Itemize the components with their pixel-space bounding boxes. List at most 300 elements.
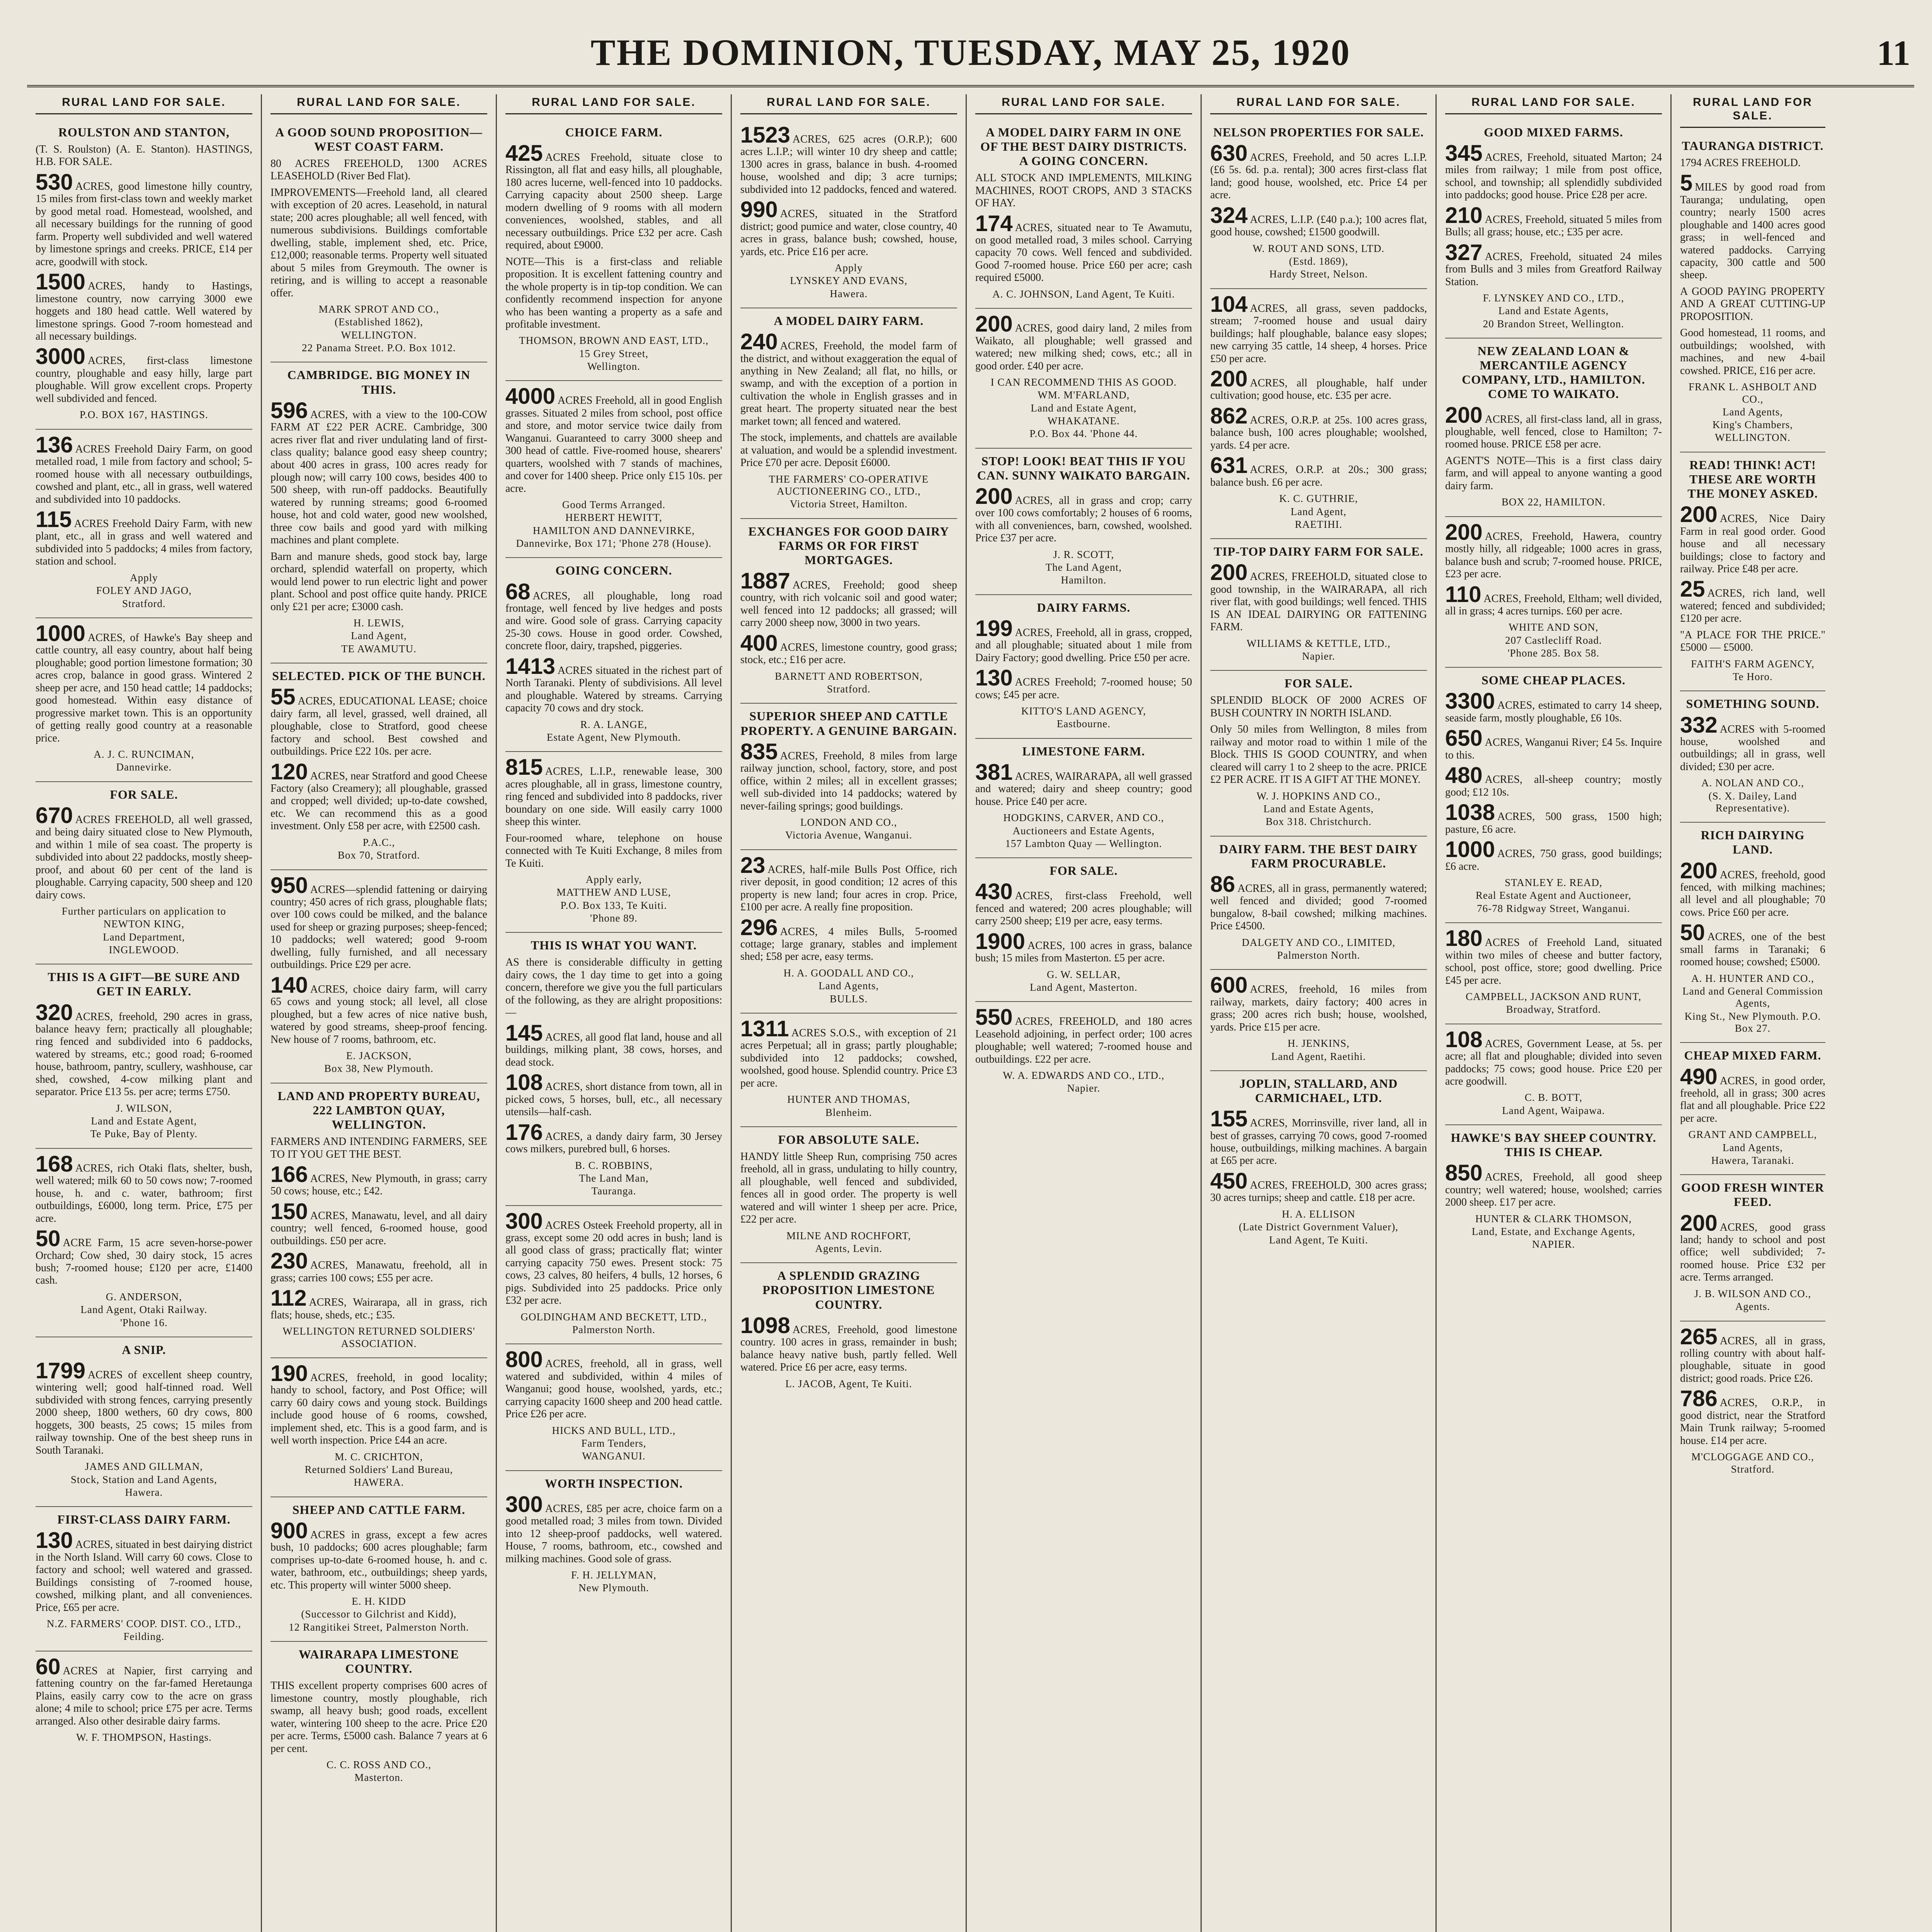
ad-text: ACRES, choice dairy farm, will carry 65 cows and young stock; all level, all close ploughed, but a few acres of nice native bush, watered by good streams, sheep-proof fencing. New house of 7 rooms, bathroom, etc.: [270, 983, 487, 1046]
signature-line: CAMPBELL, JACKSON AND RUNT,: [1466, 990, 1641, 1002]
ad-heading: WORTH INSPECTION.: [544, 1476, 683, 1490]
classified-ad: [505, 752, 722, 933]
classified-ad: [505, 381, 722, 558]
signature-line: H. JENKINS,: [1287, 1037, 1350, 1049]
ad-paragraph: [975, 616, 1192, 664]
ad-text: ACRES at Napier, first carrying and fattening country on the far-famed Heretaunga Plains, easily carry cow to the acre on grass alone; 4 mile to school; price £75 per acre. Terms arranged. Also other desirable dairy farms.: [36, 1665, 252, 1727]
ad-heading: SHEEP AND CATTLE FARM.: [292, 1502, 466, 1517]
signature-line: Apply early,: [585, 874, 642, 886]
ad-text: ACRES, L.I.P., renewable lease, 300 acres ploughable, all in grass, limestone country, ring fenced and subdivided into 8 paddocks, river boundary on one side. Will easily carry 1000 sheep this winter.: [505, 765, 722, 828]
advertiser-signature: [1445, 621, 1662, 659]
acreage-figure: 166: [270, 1162, 308, 1187]
ad-paragraph: [270, 1680, 487, 1755]
signature-line: Stratford.: [122, 597, 166, 609]
acreage-figure: 200: [1210, 366, 1248, 391]
signature-line: King St., New Plymouth. P.O. Box 27.: [1684, 1010, 1821, 1034]
classified-ad: [1680, 1175, 1825, 1321]
ad-paragraph: [740, 432, 957, 469]
signature-line: 22 Panama Street. P.O. Box 1012.: [302, 342, 456, 354]
ad-heading: CHEAP MIXED FARM.: [1684, 1048, 1821, 1063]
ad-heading: RICH DAIRYING LAND.: [1701, 828, 1805, 857]
ad-text: The stock, implements, and chattels are available at valuation, and would be a splendid investment. Price £70 per acre. Deposit £6000.: [740, 432, 957, 469]
classified-ad: [1210, 671, 1427, 836]
signature-line: Blenheim.: [825, 1106, 872, 1118]
signature-line: A. C. JOHNSON, Land Agent, Te Kuiti.: [992, 288, 1175, 300]
ad-text: ACRES, Freehold, all good sheep country; well watered; house, woolshed; carries 2000 sheep. £17 per acre.: [1445, 1171, 1662, 1209]
advertiser-signature: [740, 816, 957, 842]
signature-line: Agents, Levin.: [815, 1243, 883, 1255]
signature-line: WELLINGTON.: [1715, 432, 1791, 444]
signature-line: Returned Soldiers' Land Bureau,: [304, 1463, 453, 1475]
acreage-figure: 115: [36, 507, 72, 532]
acreage-figure: 104: [1210, 291, 1248, 317]
signature-line: HICKS AND BULL, LTD.,: [552, 1424, 676, 1436]
signature-line: WILLIAMS & KETTLE, LTD.,: [1247, 637, 1391, 649]
ad-text: ACRES, all good flat land, house and all buildings, milking plant, 38 cows, horses, and dead stock.: [505, 1031, 722, 1068]
ad-paragraph: [1680, 286, 1825, 323]
advertiser-signature: [1210, 638, 1427, 663]
advertiser-signature: [36, 572, 252, 610]
ad-text: ACRES, half-mile Bulls Post Office, rich river deposit, in good condition; 12 acres of this property is new land; four acres in crop. Price, £100 per acre. A really fine proposition.: [740, 863, 957, 913]
acreage-figure: 155: [1210, 1106, 1248, 1132]
signature-line: Hardy Street, Nelson.: [1269, 268, 1368, 280]
signature-line: 12 Rangitikei Street, Palmerston North.: [289, 1621, 469, 1633]
advertiser-signature: [1680, 1288, 1825, 1313]
column-6: [1202, 94, 1437, 1932]
ad-paragraph: [740, 568, 957, 629]
ad-paragraph: [1210, 453, 1427, 489]
signature-line: FAITH'S FARM AGENCY,: [1691, 658, 1815, 670]
ad-paragraph: [975, 879, 1192, 927]
classified-ad: [740, 704, 957, 850]
acreage-figure: 55: [270, 684, 296, 710]
signature-line: King's Chambers,: [1712, 419, 1793, 431]
ad-paragraph: [1210, 291, 1427, 365]
signature-line: P.A.C.,: [362, 836, 395, 848]
ad-paragraph: [740, 630, 957, 667]
classified-ad: [1445, 338, 1662, 517]
ad-paragraph: [1445, 1027, 1662, 1088]
signature-line: Masterton.: [354, 1772, 403, 1784]
signature-line: Apply: [835, 262, 863, 274]
signature-line: Land Agent, Te Kuiti.: [1269, 1234, 1368, 1246]
ad-text: ACRES Freehold Dairy Farm, with new plant, etc., all in grass and well watered and subdivided into 5 paddocks; 4 miles from factory, station and school.: [36, 518, 252, 568]
classified-ad: [975, 309, 1192, 448]
ad-paragraph: [36, 1654, 252, 1728]
advertiser-signature: [270, 1595, 487, 1633]
classified-ad: [36, 1651, 252, 1752]
ad-paragraph: [740, 1016, 957, 1090]
acreage-figure: 200: [1445, 519, 1483, 545]
column-1: [27, 94, 262, 1932]
ad-paragraph: [505, 256, 722, 331]
classified-ad: [1210, 970, 1427, 1071]
ad-text: ACRES, Freehold, all in grass, cropped, and all ploughable; situated about 1 mile from Dairy Factory; good dwelling. Price £50 per acre.: [975, 626, 1192, 664]
classified-ad: [36, 430, 252, 618]
signature-line: MARK SPROT AND CO.,: [318, 303, 439, 315]
signature-line: A. J. C. RUNCIMAN,: [94, 748, 194, 760]
signature-line: M. C. CRICHTON,: [335, 1451, 423, 1463]
ad-text: ACRES, 625 acres (O.R.P.); 600 acres L.I.P.; will winter 10 dry sheep and cattle; 1300 acres in grass, balance in bush. 4-roomed house, woolshed and dip; 3 acre turnips; subdivided into 12 paddocks, fenced and watered.: [740, 133, 957, 196]
signature-line: Dannevirke, Box 171; 'Phone 278 (House).: [516, 537, 712, 549]
acreage-figure: 1098: [740, 1313, 791, 1338]
signature-line: LYNSKEY AND EVANS,: [790, 275, 908, 287]
signature-line: E. H. KIDD: [352, 1595, 406, 1607]
ad-text: ACRES, Nice Dairy Farm in real good order. Good house and all necessary buildings; close to factory and railway. Price £48 per acre.: [1680, 513, 1825, 575]
ad-text: ACRES, short distance from town, all in picked cows, 5 horses, bull, etc., all necessary utensils—half-cash.: [505, 1081, 722, 1118]
acreage-figure: 168: [36, 1151, 73, 1177]
classified-ad: [1210, 120, 1427, 289]
ad-heading: TAURANGA DISTRICT.: [1682, 138, 1824, 153]
acreage-figure: 430: [975, 879, 1013, 905]
ad-paragraph: [1680, 157, 1825, 169]
ad-paragraph: [1680, 858, 1825, 919]
classified-ad: [1445, 1125, 1662, 1259]
classified-ad: [1680, 133, 1825, 452]
ad-text: ACRES—splendid fattening or dairying country; 450 acres of rich grass, ploughable flats; over 100 cows could be milked, and the balance used for sheep or grazing purposes; sheep-fenced; 10 paddocks; well watered; good 9-room dwelling, fully furnished, and all necessary outbuildings. Price £29 per acre.: [270, 883, 487, 971]
ad-paragraph: [740, 915, 957, 963]
classified-ad: [36, 1337, 252, 1507]
ad-paragraph: [505, 1347, 722, 1420]
acreage-figure: 50: [36, 1226, 61, 1252]
classified-ad: [270, 1083, 487, 1358]
ad-text: ACRES, Freehold, 8 miles from large railway junction, school, factory, store, and post office, within 2 miles; all in excellent grasses; well sub-divided into 14 paddocks; watered by never-failing springs; good buildings.: [740, 750, 957, 812]
acreage-figure: 174: [975, 211, 1013, 236]
signature-line: C. C. ROSS AND CO.,: [326, 1759, 432, 1771]
signature-line: Stock, Station and Land Agents,: [71, 1473, 217, 1485]
ad-heading: NELSON PROPERTIES FOR SALE.: [1213, 125, 1424, 139]
acreage-figure: 210: [1445, 202, 1483, 228]
ad-paragraph: [975, 929, 1192, 965]
ad-paragraph: [270, 1248, 487, 1284]
signature-line: RAETIHI.: [1295, 518, 1342, 530]
ad-paragraph: [505, 1020, 722, 1069]
signature-line: Victoria Avenue, Wanganui.: [785, 829, 912, 841]
signature-line: F. H. JELLYMAN,: [571, 1569, 656, 1581]
signature-line: Box 38, New Plymouth.: [324, 1063, 434, 1075]
ad-paragraph: [1680, 629, 1825, 654]
acreage-figure: 200: [975, 311, 1013, 337]
signature-line: (Estd. 1869),: [1289, 255, 1349, 267]
classified-ad: [740, 1014, 957, 1127]
ad-text: ACRES, Morrinsville, river land, all in best of grasses, carrying 70 cows, good 7-roomed house, outbuildings, milking machines. A bargain at £65 per acre.: [1210, 1117, 1427, 1167]
advertiser-signature: [1445, 877, 1662, 915]
signature-line: 76-78 Ridgway Street, Wanganui.: [1477, 902, 1630, 914]
advertiser-signature: [36, 905, 252, 956]
ad-heading: FOR SALE.: [1284, 676, 1353, 690]
ad-paragraph: [975, 211, 1192, 284]
ad-paragraph: [1680, 170, 1825, 282]
advertiser-signature: [505, 1160, 722, 1197]
acreage-figure: 800: [505, 1347, 543, 1372]
signature-line: LONDON AND CO.,: [800, 816, 897, 828]
acreage-figure: 200: [1680, 858, 1718, 883]
signature-line: A. H. HUNTER AND CO.,: [1691, 972, 1814, 984]
acreage-figure: 381: [975, 759, 1013, 785]
ad-text: 1794 ACRES FREEHOLD.: [1680, 156, 1801, 169]
ad-paragraph: [1680, 1386, 1825, 1447]
acreage-figure: 530: [36, 169, 73, 195]
acreage-figure: 1000: [1445, 837, 1495, 862]
ad-paragraph: [270, 1361, 487, 1447]
signature-line: P.O. BOX 167, HASTINGS.: [80, 409, 208, 421]
ad-text: FARMERS AND INTENDING FARMERS, SEE TO IT YOU GET THE BEST.: [270, 1136, 487, 1160]
signature-line: J. B. WILSON AND CO.,: [1694, 1287, 1811, 1299]
ad-paragraph: [1445, 582, 1662, 618]
ad-paragraph: [1445, 240, 1662, 288]
ad-text: ACRES Freehold, all in good English grasses. Situated 2 miles from school, post office and store, and motor service twice daily from Wanganui. Guaranteed to carry 3000 sheep and 300 head of cattle. Five-roomed house, shearers' quarters, woolshed with 7 stands of machines, and cover for 1400 sheep. Price only £15 10s. per acre.: [505, 395, 722, 495]
column-heading: RURAL LAND FOR SALE.: [36, 94, 252, 114]
signature-line: 20 Brandon Street, Wellington.: [1483, 318, 1624, 330]
ad-heading: A MODEL DAIRY FARM IN ONE OF THE BEST DAIRY DISTRICTS. A GOING CONCERN.: [980, 125, 1187, 168]
acreage-figure: 480: [1445, 763, 1483, 788]
ad-text: ACRES, handy to Hastings, limestone country, now carrying 3000 ewe hoggets and 180 head cattle. Well watered by limestone springs. Good 7-room homestead and all necessary buildings.: [36, 280, 252, 342]
ad-text: ACRES, Government Lease, at 5s. per acre; all flat and ploughable; divided into seven paddocks; 75 cows; good house. Price £20 per acre goodwill.: [1445, 1037, 1662, 1088]
ad-paragraph: [1680, 579, 1825, 625]
acreage-figure: 1900: [975, 929, 1026, 954]
ad-text: ACRES, Freehold, good limestone country. 100 acres in grass, remainder in bush; balance heavy native bush, partly felled. Well watered. Price £6 per acre, easy terms.: [740, 1323, 957, 1374]
ad-paragraph: [36, 1151, 252, 1225]
signature-line: Napier.: [1302, 650, 1335, 662]
column-4: [732, 94, 967, 1932]
ad-paragraph: [1680, 502, 1825, 575]
acreage-figure: 3300: [1445, 689, 1495, 714]
classified-ad: [505, 1206, 722, 1345]
signature-line: H. LEWIS,: [353, 617, 405, 629]
advertiser-signature: [505, 1425, 722, 1463]
ad-paragraph: [1680, 1210, 1825, 1284]
ad-paragraph: [1445, 140, 1662, 202]
ad-paragraph: [1445, 926, 1662, 987]
classified-ad: [1210, 1071, 1427, 1254]
signature-line: Te Puke, Bay of Plenty.: [90, 1128, 198, 1140]
ad-paragraph: [1445, 728, 1662, 762]
ad-text: ACRES, of Hawke's Bay sheep and cattle country, all easy country, about half being ploughable; good portion limestone formation; 30 acres crop, balance in good grass. Wintered 2 sheep per acre, and 150 head cattle; 14 paddocks; good homestead. Within easy distance of progressive market town. This is an opportunity of getting really good country at a reasonable price.: [36, 631, 252, 744]
advertiser-signature: [1680, 1451, 1825, 1475]
classified-ad: [1210, 539, 1427, 671]
advertiser-signature: [1680, 1129, 1825, 1167]
signature-line: Land Agent, Otaki Railway.: [80, 1304, 207, 1316]
advertiser-signature: [36, 1618, 252, 1643]
ad-heading: A SPLENDID GRAZING PROPOSITION LIMESTONE COUNTRY.: [762, 1269, 935, 1311]
ad-text: HANDY little Sheep Run, comprising 750 acres freehold, all in grass, undulating to hilly country, all ploughable, well fenced and subdivided, fences all in good order. The property is well watered and will winter 1 sheep per acre. Price, £22 per acre.: [740, 1150, 957, 1226]
acreage-figure: 150: [270, 1199, 308, 1224]
signature-line: (Established 1862),: [335, 316, 423, 328]
signature-line: P.O. Box 133, Te Kuiti.: [560, 899, 667, 911]
classified-ad: [1445, 923, 1662, 1024]
advertiser-signature: [1210, 790, 1427, 828]
acreage-figure: 327: [1445, 240, 1483, 265]
ad-paragraph: [270, 398, 487, 547]
ad-paragraph: [36, 432, 252, 506]
ad-text: ACRES, 500 grass, 1500 high; pasture, £6 acre.: [1445, 811, 1662, 835]
classified-ad: [975, 858, 1192, 1002]
column-heading: RURAL LAND FOR SALE.: [1445, 94, 1662, 114]
signature-line: FOLEY AND JAGO,: [96, 585, 192, 597]
ad-heading: JOPLIN, STALLARD, AND CARMICHAEL, LTD.: [1239, 1076, 1398, 1105]
ad-paragraph: [1210, 1168, 1427, 1204]
ad-heading: FOR SALE.: [110, 787, 178, 801]
advertiser-signature: [975, 288, 1192, 300]
ad-text: ACRES, good dairy land, 2 miles from Waikato, all ploughable; well grassed and watered; new milking shed; cows, etc.; all in good order. £40 per acre.: [975, 322, 1192, 372]
classified-ad: [1680, 823, 1825, 1043]
ad-heading: FOR SALE.: [1049, 864, 1118, 878]
ad-paragraph: [1445, 765, 1662, 799]
column-heading: RURAL LAND FOR SALE.: [505, 94, 722, 114]
classified-ad: [36, 782, 252, 965]
classified-ad: [740, 850, 957, 1014]
signature-line: Land and Estate Agent,: [1031, 402, 1137, 414]
signature-line: 207 Castlecliff Road.: [1505, 634, 1602, 646]
ad-paragraph: [36, 344, 252, 405]
ad-paragraph: [975, 665, 1192, 701]
ad-text: ACRES, Manawatu, level, and all dairy country; well fenced, 6-roomed house, good outbuildings. £50 per acre.: [270, 1209, 487, 1247]
signature-line: Feilding.: [123, 1631, 165, 1643]
column-heading: RURAL LAND FOR SALE.: [270, 94, 487, 114]
ad-paragraph: [975, 1007, 1192, 1066]
ad-heading: A GOOD SOUND PROPOSITION—WEST COAST FARM.: [275, 125, 483, 153]
classified-ad: [740, 1127, 957, 1264]
ad-heading: GOOD FRESH WINTER FEED.: [1681, 1180, 1825, 1209]
acreage-figure: 450: [1210, 1168, 1248, 1194]
acreage-figure: 110: [1445, 582, 1481, 607]
signature-line: Apply: [130, 571, 158, 583]
signature-line: Broadway, Stratford.: [1506, 1003, 1601, 1015]
classified-ad: [270, 870, 487, 1083]
signature-line: J. R. SCOTT,: [1053, 548, 1114, 560]
ad-text: ACRES, freehold, in good locality; handy to school, factory, and Post Office; will carry 60 dairy cows and young stock. Buildings include good house of 6 rooms, cowshed, implement shed, etc. This is a good farm, and is well worth inspection. Price £44 an acre.: [270, 1371, 487, 1447]
signature-line: Hawera.: [830, 287, 868, 299]
column-2: [262, 94, 497, 1932]
ad-text: ACRES, Wanganui River; £4 5s. Inquire to this.: [1445, 736, 1662, 761]
signature-line: Land Agents,: [1723, 1141, 1783, 1153]
advertiser-signature: [1210, 937, 1427, 962]
classified-ad: [36, 964, 252, 1148]
column-heading: RURAL LAND FOR SALE.: [975, 94, 1192, 114]
ad-paragraph: [1680, 1064, 1825, 1125]
acreage-figure: 60: [36, 1654, 61, 1679]
signature-line: (Successor to Gilchrist and Kidd),: [301, 1608, 457, 1620]
signature-line: M'CLOGGAGE AND CO., Stratford.: [1691, 1451, 1814, 1475]
ad-paragraph: [1210, 975, 1427, 1034]
ad-text: (T. S. Roulston) (A. E. Stanton). HASTINGS, H.B. FOR SALE.: [36, 143, 252, 168]
ad-heading: HAWKE'S BAY SHEEP COUNTRY. THIS IS CHEAP.: [1451, 1131, 1656, 1159]
acreage-figure: 400: [740, 630, 778, 656]
advertiser-signature: [1680, 973, 1825, 1035]
acreage-figure: 3000: [36, 344, 86, 369]
advertiser-signature: [505, 499, 722, 549]
signature-line: 'Phone 16.: [120, 1316, 168, 1328]
advertiser-signature: [740, 1230, 957, 1255]
advertiser-signature: [270, 1050, 487, 1075]
ad-text: 80 ACRES FREEHOLD, 1300 ACRES LEASEHOLD (River Bed Flat).: [270, 158, 487, 182]
ad-heading: A MODEL DAIRY FARM.: [774, 313, 924, 328]
ad-paragraph: [1210, 366, 1427, 402]
classified-ad: [270, 362, 487, 663]
advertiser-signature: [1445, 1213, 1662, 1251]
ad-heading: LIMESTONE FARM.: [1022, 744, 1145, 758]
signature-line: Eastbourne.: [1056, 718, 1111, 730]
signature-line: P.O. Box 44. 'Phone 44.: [1029, 428, 1138, 440]
acreage-figure: 600: [1210, 973, 1248, 998]
signature-line: Napier.: [1067, 1082, 1100, 1094]
ad-paragraph: [505, 1492, 722, 1565]
ad-paragraph: [1445, 691, 1662, 724]
signature-line: Auctioneers and Estate Agents,: [1012, 825, 1155, 837]
signature-line: L. JACOB, Agent, Te Kuiti.: [785, 1378, 912, 1389]
advertiser-signature: [740, 967, 957, 1005]
ad-heading: THIS IS A GIFT—BE SURE AND GET IN EARLY.: [48, 970, 240, 998]
ad-paragraph: [36, 1226, 252, 1287]
acreage-figure: 240: [740, 329, 778, 355]
signature-line: BULLS.: [830, 993, 868, 1005]
ad-paragraph: [270, 759, 487, 833]
ad-paragraph: [36, 803, 252, 901]
signature-line: New Plymouth.: [578, 1582, 649, 1594]
acreage-figure: 112: [270, 1286, 307, 1311]
ad-text: SPLENDID BLOCK OF 2000 ACRES OF BUSH COUNTRY IN NORTH ISLAND.: [1210, 694, 1427, 719]
ad-paragraph: [975, 759, 1192, 808]
ad-paragraph: [505, 1208, 722, 1307]
signature-line: NAPIER.: [1532, 1238, 1575, 1250]
signature-line: Box 318. Christchurch.: [1265, 816, 1372, 828]
ad-heading: GOOD MIXED FARMS.: [1484, 125, 1623, 139]
ad-text: ACRES, Freehold, situated Marton; 24 miles from railway; 1 mile from post office, school, and township; all splendidly subdivided into paddocks; good house. Price £28 per acre.: [1445, 151, 1662, 201]
acreage-figure: 25: [1680, 577, 1705, 602]
ad-text: ACRES FREEHOLD, all well grassed, and being dairy situated close to New Plymouth, and within 1 mile of sea coast. The property is subdivided into about 22 paddocks, mostly sheep-proof, and about 60 per cent of the land is ploughable. Carrying capacity, 500 sheep and 120 dairy cows.: [36, 813, 252, 901]
ad-paragraph: [975, 172, 1192, 209]
ad-paragraph: [505, 1070, 722, 1118]
acreage-figure: 140: [270, 972, 308, 998]
ad-text: ACRES, all grass, seven paddocks, stream; 7-roomed house and usual dairy buildings; half ploughable, balance easy slopes; new carrying 35 cattle, 14 sheep, 4 horses. Price £50 per acre.: [1210, 302, 1427, 365]
ad-paragraph: [1445, 202, 1662, 239]
ad-text: THIS excellent property comprises 600 acres of limestone country, mostly ploughable, rich swamp, all heavy bush; good roads, excellent water, wintering 100 sheep to the acre. Price £20 per acre. Terms, £5000 cash. Balance 7 years at 6 per cent.: [270, 1680, 487, 1755]
signature-line: NEWTON KING,: [103, 918, 185, 930]
acreage-figure: 23: [740, 852, 765, 878]
advertiser-signature: [36, 748, 252, 774]
ad-text: MILES by good road from Tauranga; undulating, open country; nearly 1500 acres ploughable and 1400 acres good grass; in well-fenced and watered paddocks. Carrying capacity, 300 cattle and 500 sheep.: [1680, 181, 1825, 281]
acreage-figure: 596: [270, 398, 308, 423]
acreage-figure: 200: [1680, 502, 1718, 527]
classified-ad: [740, 120, 957, 308]
signature-line: MILNE AND ROCHFORT,: [786, 1230, 911, 1242]
advertiser-signature: [36, 409, 252, 421]
acreage-figure: 345: [1445, 140, 1483, 166]
acreage-figure: 5: [1680, 170, 1693, 196]
signature-line: Land Agents,: [818, 980, 879, 992]
advertiser-signature: [1210, 493, 1427, 531]
advertiser-signature: [36, 1731, 252, 1743]
acreage-figure: 815: [505, 755, 543, 780]
advertiser-signature: [740, 1378, 957, 1390]
ad-text: ACRES, O.R.P., in good district, near the Stratford Main Trunk railway; 5-roomed house. £14 per acre.: [1680, 1397, 1825, 1447]
ad-text: ACRES, first-class limestone country, ploughable and easy hilly, large part ploughable. Will grow excellent crops. Property well subdivided and fenced.: [36, 355, 252, 405]
signature-line: Farm Tenders,: [581, 1437, 646, 1449]
signature-line: WHITE AND SON,: [1509, 621, 1599, 633]
ad-text: Only 50 miles from Wellington, 8 miles from railway and motor road to within 1 mile of the Block. THIS IS GOOD COUNTRY, and when cleared will carry 1 to 2 sheep to the acre. PRICE £2 PER ACRE. IT IS A GIFT AT THE MONEY.: [1210, 723, 1427, 786]
signature-line: HUNTER & CLARK THOMSON,: [1475, 1213, 1632, 1225]
ad-text: ACRES, Manawatu, freehold, all in grass; carries 100 cows; £55 per acre.: [270, 1259, 487, 1284]
ad-text: ACRES situated in the richest part of North Taranaki. Plenty of subdivisions. All level and ploughable. Watered by streams. Carrying capacity 70 cows and dry stock.: [505, 664, 722, 714]
column-5: [967, 94, 1202, 1932]
signature-line: Tauranga.: [591, 1185, 636, 1197]
column-heading: RURAL LAND FOR SALE.: [740, 94, 957, 114]
signature-line: The Land Man,: [579, 1172, 649, 1184]
ad-heading: DAIRY FARM. THE BEST DAIRY FARM PROCURABLE.: [1219, 842, 1418, 870]
signature-line: BARNETT AND ROBERTSON,: [775, 670, 923, 682]
signature-line: HAWERA.: [354, 1476, 404, 1488]
ad-paragraph: [740, 1151, 957, 1226]
